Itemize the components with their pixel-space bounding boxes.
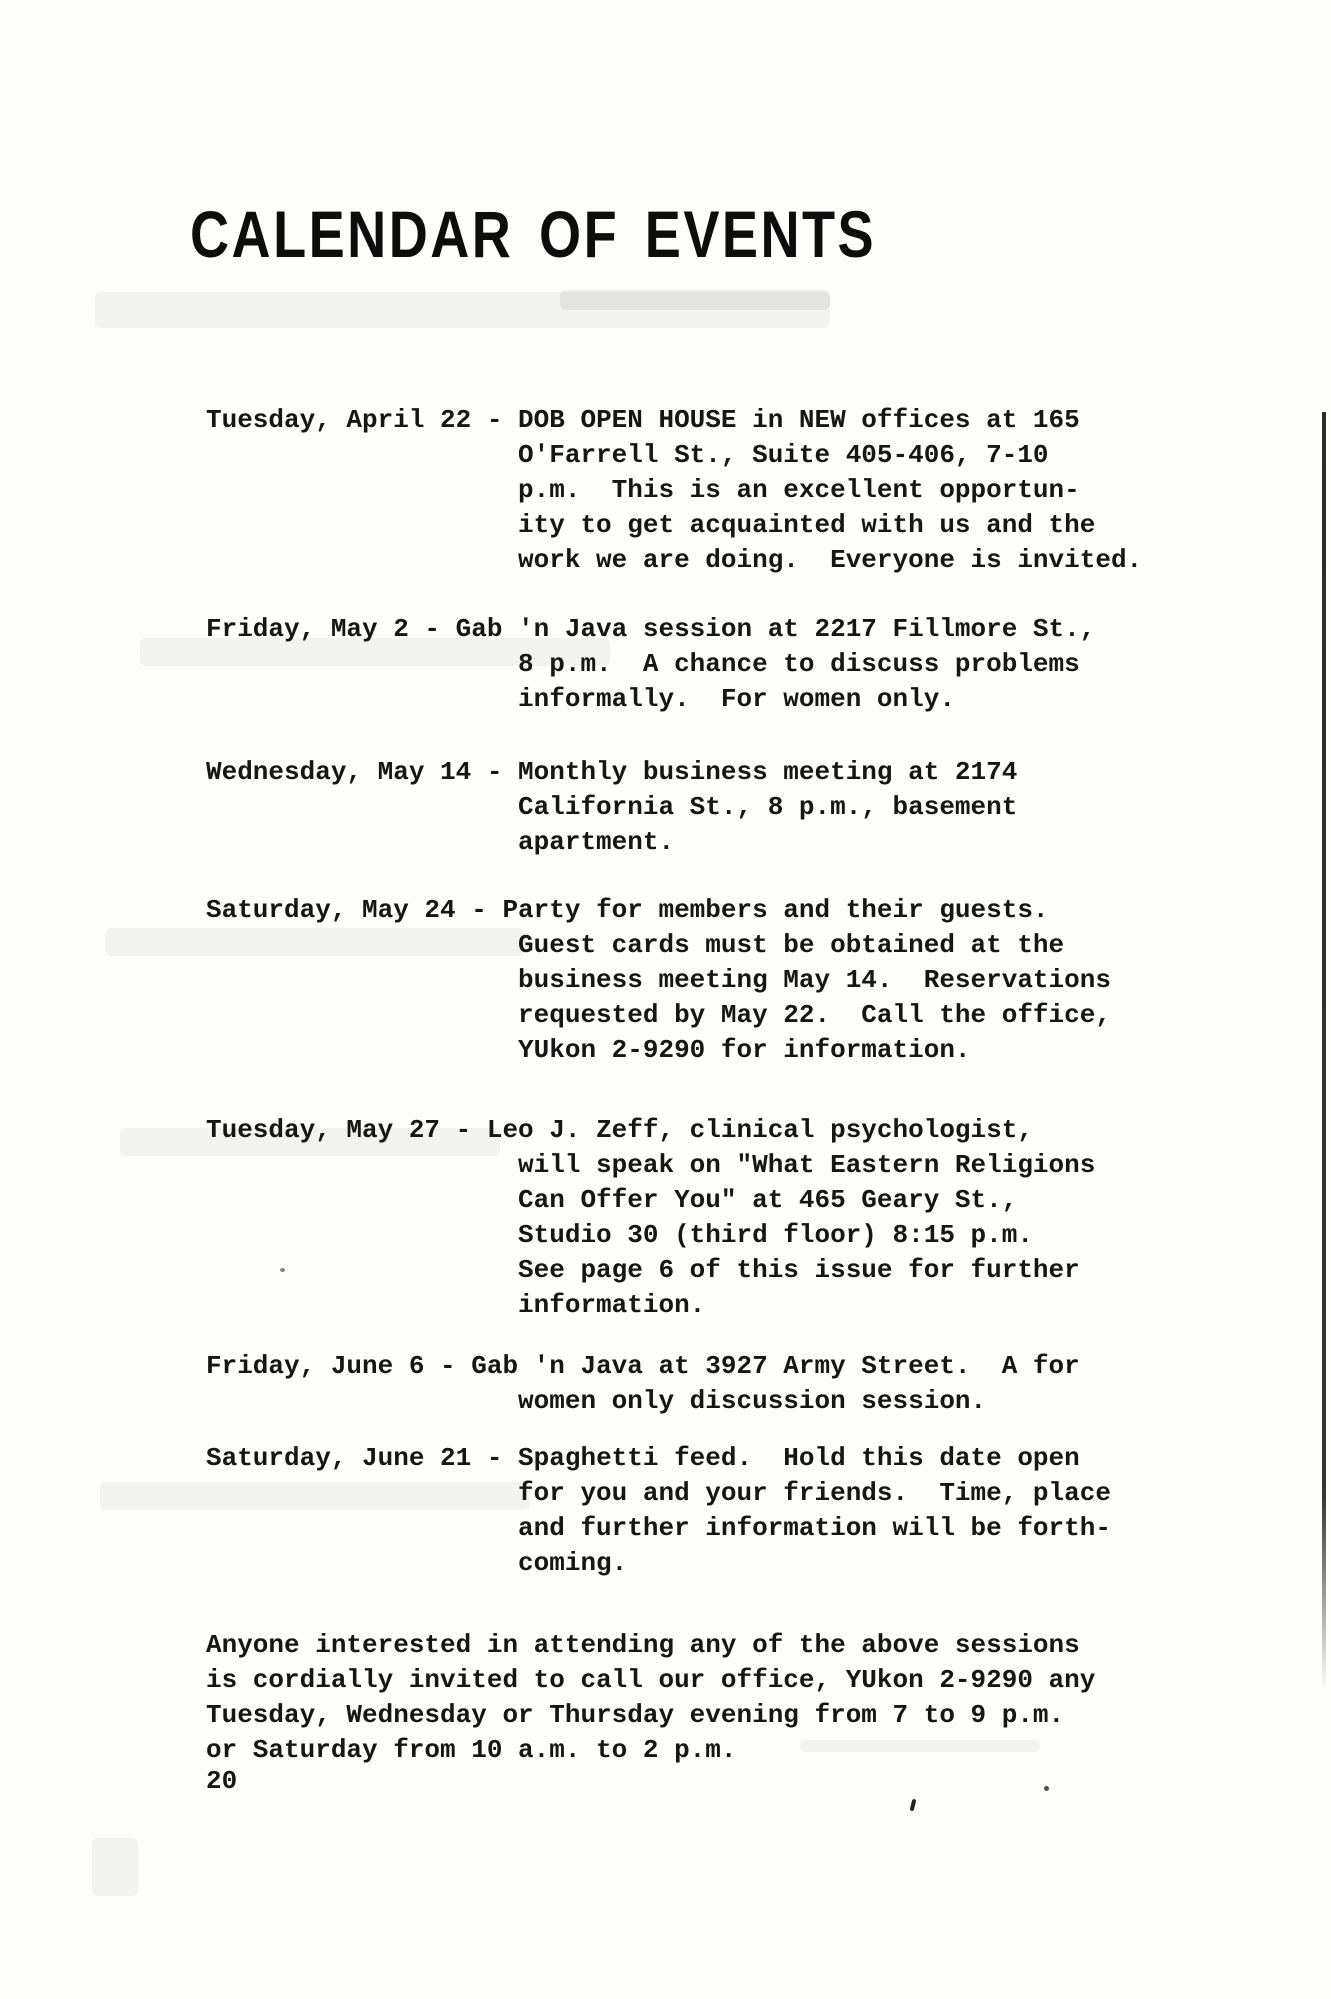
event-line: requested by May 22. Call the office, [518, 1000, 1111, 1030]
event-entry [206, 755, 1017, 860]
event-line: Wednesday, May 14 - Monthly business meeting at 2174 [206, 757, 1018, 787]
event-line: for you and your friends. Time, place [518, 1478, 1111, 1508]
event-line: coming. [518, 1548, 628, 1578]
event-line: Can Offer You" at 465 Geary St., [518, 1185, 1018, 1215]
event-entry [206, 1349, 1080, 1419]
event-line: and further information will be forth- [518, 1513, 1111, 1543]
event-line: work we are doing. Everyone is invited. [518, 545, 1143, 575]
event-line: Guest cards must be obtained at the [518, 930, 1065, 960]
ink-speck [280, 1268, 285, 1272]
event-line: business meeting May 14. Reservations [518, 965, 1111, 995]
event-line: women only discussion session. [518, 1386, 987, 1416]
paragraph-line: is cordially invited to call our office, YUkon 2-9290 any [206, 1665, 1096, 1695]
event-line: See page 6 of this issue for further [518, 1255, 1080, 1285]
ink-speck [1044, 1786, 1049, 1791]
event-line: O'Farrell St., Suite 405-406, 7-10 [518, 440, 1049, 470]
paragraph-line: Tuesday, Wednesday or Thursday evening from 7 to 9 p.m. [206, 1700, 1065, 1730]
event-line: Tuesday, May 27 - Leo J. Zeff, clinical psychologist, [206, 1115, 1033, 1145]
scan-edge-line [1322, 412, 1326, 1690]
footer-paragraph [206, 1628, 1095, 1768]
event-line: informally. For women only. [518, 684, 955, 714]
event-line: YUkon 2-9290 for information. [518, 1035, 971, 1065]
paragraph-line: Anyone interested in attending any of the above sessions [206, 1630, 1080, 1660]
paragraph-line: or Saturday from 10 a.m. to 2 p.m. [206, 1735, 737, 1765]
event-line: will speak on "What Eastern Religions [518, 1150, 1096, 1180]
event-line: p.m. This is an excellent opportun- [518, 475, 1080, 505]
event-entry [206, 1113, 1095, 1323]
event-entry [206, 612, 1095, 717]
event-entry [206, 403, 1142, 578]
scan-artifact [92, 1838, 138, 1896]
ink-speck [910, 1799, 917, 1812]
event-line: California St., 8 p.m., basement [518, 792, 1018, 822]
event-line: Friday, May 2 - Gab 'n Java session at 2217 Fillmore St., [206, 614, 1096, 644]
page-title: CALENDAR OF EVENTS [190, 197, 877, 271]
event-line: Saturday, May 24 - Party for members and their guests. [206, 895, 1049, 925]
event-line: 8 p.m. A chance to discuss problems [518, 649, 1080, 679]
event-line: information. [518, 1290, 706, 1320]
event-line: ity to get acquainted with us and the [518, 510, 1096, 540]
event-line: Studio 30 (third floor) 8:15 p.m. [518, 1220, 1033, 1250]
event-line: Friday, June 6 - Gab 'n Java at 3927 Army Street. A for [206, 1351, 1080, 1381]
event-line: Saturday, June 21 - Spaghetti feed. Hold this date open [206, 1443, 1080, 1473]
scan-artifact [560, 290, 830, 310]
page-number: 20 [206, 1766, 238, 1796]
event-entry [206, 893, 1111, 1068]
event-line: Tuesday, April 22 - DOB OPEN HOUSE in NEW offices at 165 [206, 405, 1080, 435]
event-line: apartment. [518, 827, 675, 857]
event-entry [206, 1441, 1111, 1581]
